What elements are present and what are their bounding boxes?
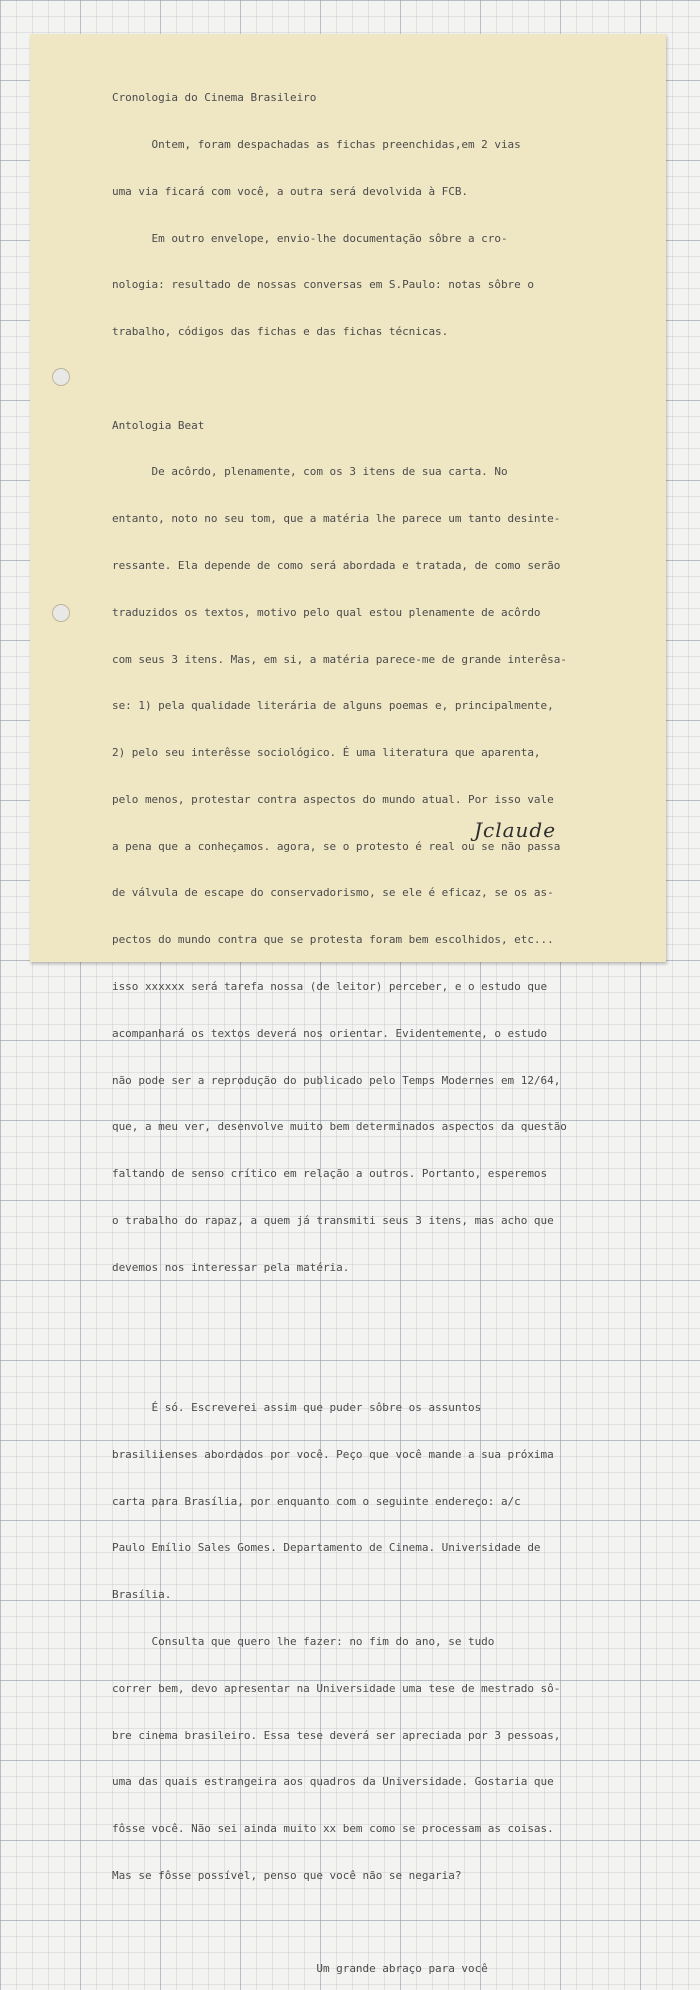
- text-line: de válvula de escape do conservadorismo, se ele é eficaz, se os as-: [112, 886, 554, 900]
- text-line: Brasília.: [112, 1588, 172, 1602]
- text-line: Antologia Beat: [112, 418, 205, 432]
- text-line: Um grande abraço para você: [112, 1962, 488, 1976]
- text-line: Consulta que quero lhe fazer: no fim do ano, se tudo: [112, 1634, 495, 1648]
- text-line: bre cinema brasileiro. Essa tese deverá ser apreciada por 3 pessoas,: [112, 1728, 561, 1742]
- text-line: uma das quais estrangeira aos quadros da Universidade. Gostaria que: [112, 1775, 554, 1789]
- text-line: correr bem, devo apresentar na Universidade uma tese de mestrado sô-: [112, 1681, 561, 1695]
- text-line: fôsse você. Não sei ainda muito xx bem como se processam as coisas.: [112, 1822, 554, 1836]
- letter-body: [112, 59, 632, 1990]
- text-line: trabalho, códigos das fichas e das fichas técnicas.: [112, 325, 449, 339]
- text-line: faltando de senso crítico em relação a outros. Portanto, esperemos: [112, 1167, 548, 1181]
- text-line: Cronologia do Cinema Brasileiro: [112, 91, 317, 105]
- text-line: a pena que a conheçamos. agora, se o protesto é real ou se não passa: [112, 839, 561, 853]
- text-line: Paulo Emílio Sales Gomes. Departamento de Cinema. Universidade de: [112, 1541, 541, 1555]
- text-line: brasiliienses abordados por você. Peço que você mande a sua próxima: [112, 1447, 554, 1461]
- text-line: ressante. Ela depende de como será abordada e tratada, de como serão: [112, 559, 561, 572]
- text-line: pelo menos, protestar contra aspectos do mundo atual. Por isso vale: [112, 792, 554, 806]
- punch-hole: [52, 604, 70, 622]
- text-line: isso xxxxxx será tarefa nossa (de leitor) perceber, e o estudo que: [112, 980, 548, 994]
- text-line: se: 1) pela qualidade literária de alguns poemas e, principalmente,: [112, 699, 554, 713]
- text-line: 2) pelo seu interêsse sociológico. É uma literatura que aparenta,: [112, 746, 541, 760]
- text-line: que, a meu ver, desenvolve muito bem determinados aspectos da questão: [112, 1120, 567, 1134]
- text-line: [112, 371, 632, 387]
- text-line: Em outro envelope, envio-lhe documentação sôbre a cro-: [112, 231, 508, 245]
- text-line: o trabalho do rapaz, a quem já transmiti seus 3 itens, mas acho que: [112, 1213, 554, 1227]
- text-line: É só. Escreverei assim que puder sôbre os assuntos: [112, 1401, 482, 1415]
- text-line: entanto, noto no seu tom, que a matéria lhe parece um tanto desinte-: [112, 512, 561, 526]
- text-line: não pode ser a reprodução do publicado pelo Temps Modernes em 12/64,: [112, 1073, 561, 1087]
- text-line: pectos do mundo contra que se protesta foram bem escolhidos, etc...: [112, 933, 554, 947]
- text-line: nologia: resultado de nossas conversas em S.Paulo: notas sôbre o: [112, 278, 534, 292]
- text-line: acompanhará os textos deverá nos orientar. Evidentemente, o estudo: [112, 1026, 548, 1040]
- text-line: [112, 1915, 632, 1931]
- text-line: Mas se fôsse possível, penso que você não se negaria?: [112, 1868, 462, 1882]
- text-line: devemos nos interessar pela matéria.: [112, 1260, 350, 1274]
- text-line: [112, 1353, 632, 1369]
- text-line: carta para Brasília, por enquanto com o seguinte endereço: a/c: [112, 1494, 521, 1508]
- text-line: com seus 3 itens. Mas, em si, a matéria parece-me de grande interêsa-: [112, 652, 567, 666]
- text-line: traduzidos os textos, motivo pelo qual estou plenamente de acôrdo: [112, 605, 541, 619]
- text-line: De acôrdo, plenamente, com os 3 itens de sua carta. No: [112, 465, 508, 479]
- text-line: uma via ficará com você, a outra será devolvida à FCB.: [112, 184, 468, 198]
- text-line: [112, 1307, 632, 1323]
- text-line: Ontem, foram despachadas as fichas preenchidas,em 2 vias: [112, 137, 521, 151]
- punch-hole: [52, 368, 70, 386]
- handwritten-signature: Jclaude: [474, 818, 557, 842]
